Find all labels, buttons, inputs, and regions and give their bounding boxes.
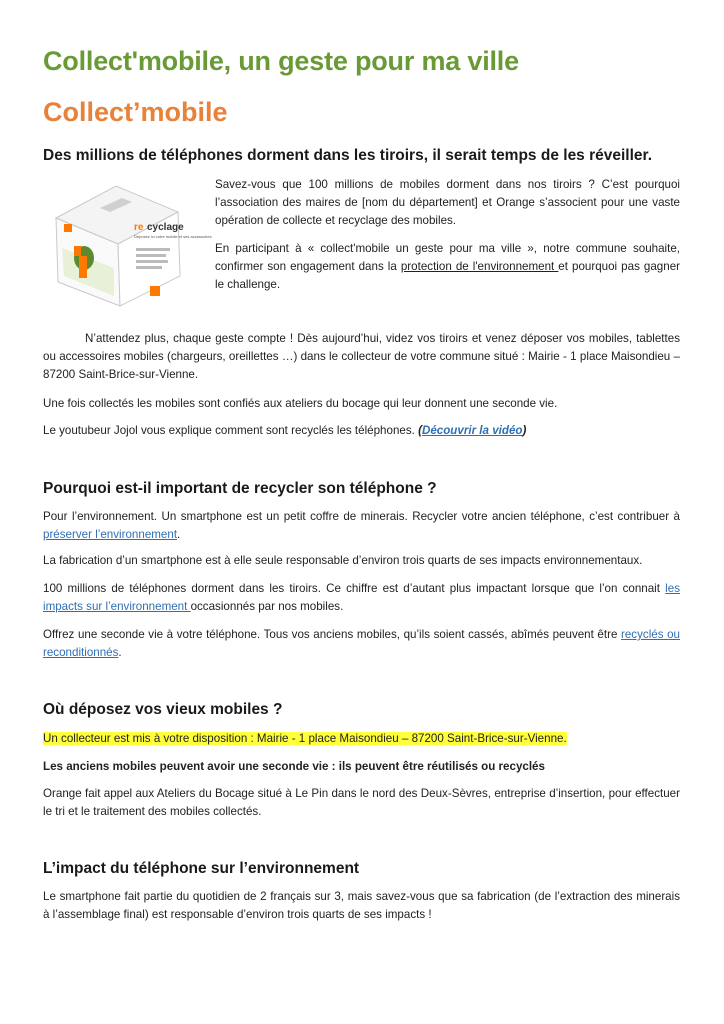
intro-paragraph-1: Savez-vous que 100 millions de mobiles dorment dans nos tiroirs ? C’est pourquoi l’association des maires de [nom du département] et Orange s’associent pour une vaste opération de collecte et recyclage des mobiles. — [215, 178, 680, 227]
why-paragraph-2: La fabrication d’un smartphone est à elle seule responsable d’environ trois quarts de ses impacts environnementaux. — [43, 554, 643, 567]
why-text-3: 100 millions de téléphones dorment dans les tiroirs. Ce chiffre est d’autant plus impactant lorsque que l’on connait — [43, 582, 666, 595]
why-text-3-end: occasionnés par nos mobiles. — [190, 600, 344, 613]
protection-environment-link[interactable]: protection de l'environnement — [400, 260, 559, 273]
box-tagline: Déposez ici votre mobile et ses accessoires — [134, 234, 212, 239]
second-life-statement: Les anciens mobiles peuvent avoir une seconde vie : ils peuvent être réutilisés ou recyclés — [43, 760, 545, 773]
orange-badge-icon — [74, 246, 81, 256]
collector-location-highlight — [43, 730, 680, 748]
section-heading-where-drop: Où déposez vos vieux mobiles ? — [43, 701, 283, 718]
page-title: Collect'mobile, un geste pour ma ville — [43, 46, 519, 76]
video-paren-open: ( — [418, 424, 422, 437]
brand-prefix: re — [134, 222, 144, 233]
body-paragraph-video — [43, 422, 680, 440]
orange-partner-paragraph: Orange fait appel aux Ateliers du Bocage situé à Le Pin dans le nord des Deux-Sèvres, entreprise d’insertion, pour effectuer le tri et le traitement des mobiles collectés. — [43, 787, 680, 818]
why-paragraph-3 — [43, 580, 680, 616]
intro-paragraph-2 — [215, 240, 680, 294]
intro-text-end: et pourquoi pas gagner le challenge. — [215, 260, 681, 291]
why-text-1-end: . — [177, 528, 181, 541]
why-text-4: Offrez une seconde vie à votre téléphone. Tous vos anciens mobiles, qu’ils soient cassés, abîmés peuvent être — [43, 628, 621, 641]
impact-paragraph: Le smartphone fait partie du quotidien de 2 français sur 3, mais savez-vous que sa fabrication (de l’extraction des minerais à l’assemblage final) est responsable d’environ trois quarts de ses impacts ! — [43, 890, 680, 921]
preserve-environment-link[interactable]: préserver l’environnement — [43, 528, 178, 541]
collection-box-image — [50, 178, 212, 308]
brand-suffix: cyclage — [147, 222, 184, 233]
video-paren-close: ) — [522, 424, 527, 437]
why-paragraph-1 — [43, 508, 680, 544]
highlighted-address: Un collecteur est mis à votre disposition : Mairie - 1 place Maisondieu – 87200 Saint-Brice-sur-Vienne. — [43, 732, 567, 745]
recycle-refurbish-link[interactable]: recyclés ou reconditionnés — [43, 628, 680, 659]
why-text-4-end: . — [118, 646, 122, 659]
body-paragraph-drop-off — [43, 330, 680, 384]
environment-impacts-link[interactable]: les impacts sur l’environnement — [43, 582, 680, 613]
video-link[interactable]: Découvrir la vidéo — [421, 424, 523, 437]
drop-off-text: N’attendez plus, chaque geste compte ! Dès aujourd’hui, videz vos tiroirs et venez déposer vos mobiles, tablettes ou accessoires mobiles (chargeurs, oreillettes …) dans le collecteur de votre commune situé : Mairie - 1 place Maisondieu – 87200 Saint-Brice-sur-Vienne. — [43, 332, 680, 381]
section-heading-why-recycle: Pourquoi est-il important de recycler son téléphone ? — [43, 480, 437, 497]
page-subtitle: Collect’mobile — [43, 97, 228, 127]
body-paragraph-ateliers: Une fois collectés les mobiles sont confiés aux ateliers du bocage qui leur donnent une seconde vie. — [43, 397, 558, 410]
why-paragraph-4 — [43, 626, 680, 662]
why-text-1: Pour l’environnement. Un smartphone est un petit coffre de minerais. Recycler votre ancien téléphone, c’est contribuer à — [43, 510, 680, 523]
video-text: Le youtubeur Jojol vous explique comment sont recyclés les téléphones. — [43, 424, 419, 437]
lead-heading: Des millions de téléphones dorment dans les tiroirs, il serait temps de les réveiller. — [43, 147, 653, 164]
intro-text: En participant à « collect'mobile un geste pour ma ville », notre commune souhaite, confirmer son engagement dans la — [215, 242, 680, 273]
section-heading-impact: L’impact du téléphone sur l’environnement — [43, 860, 360, 877]
orange-logo-icon — [150, 286, 160, 296]
